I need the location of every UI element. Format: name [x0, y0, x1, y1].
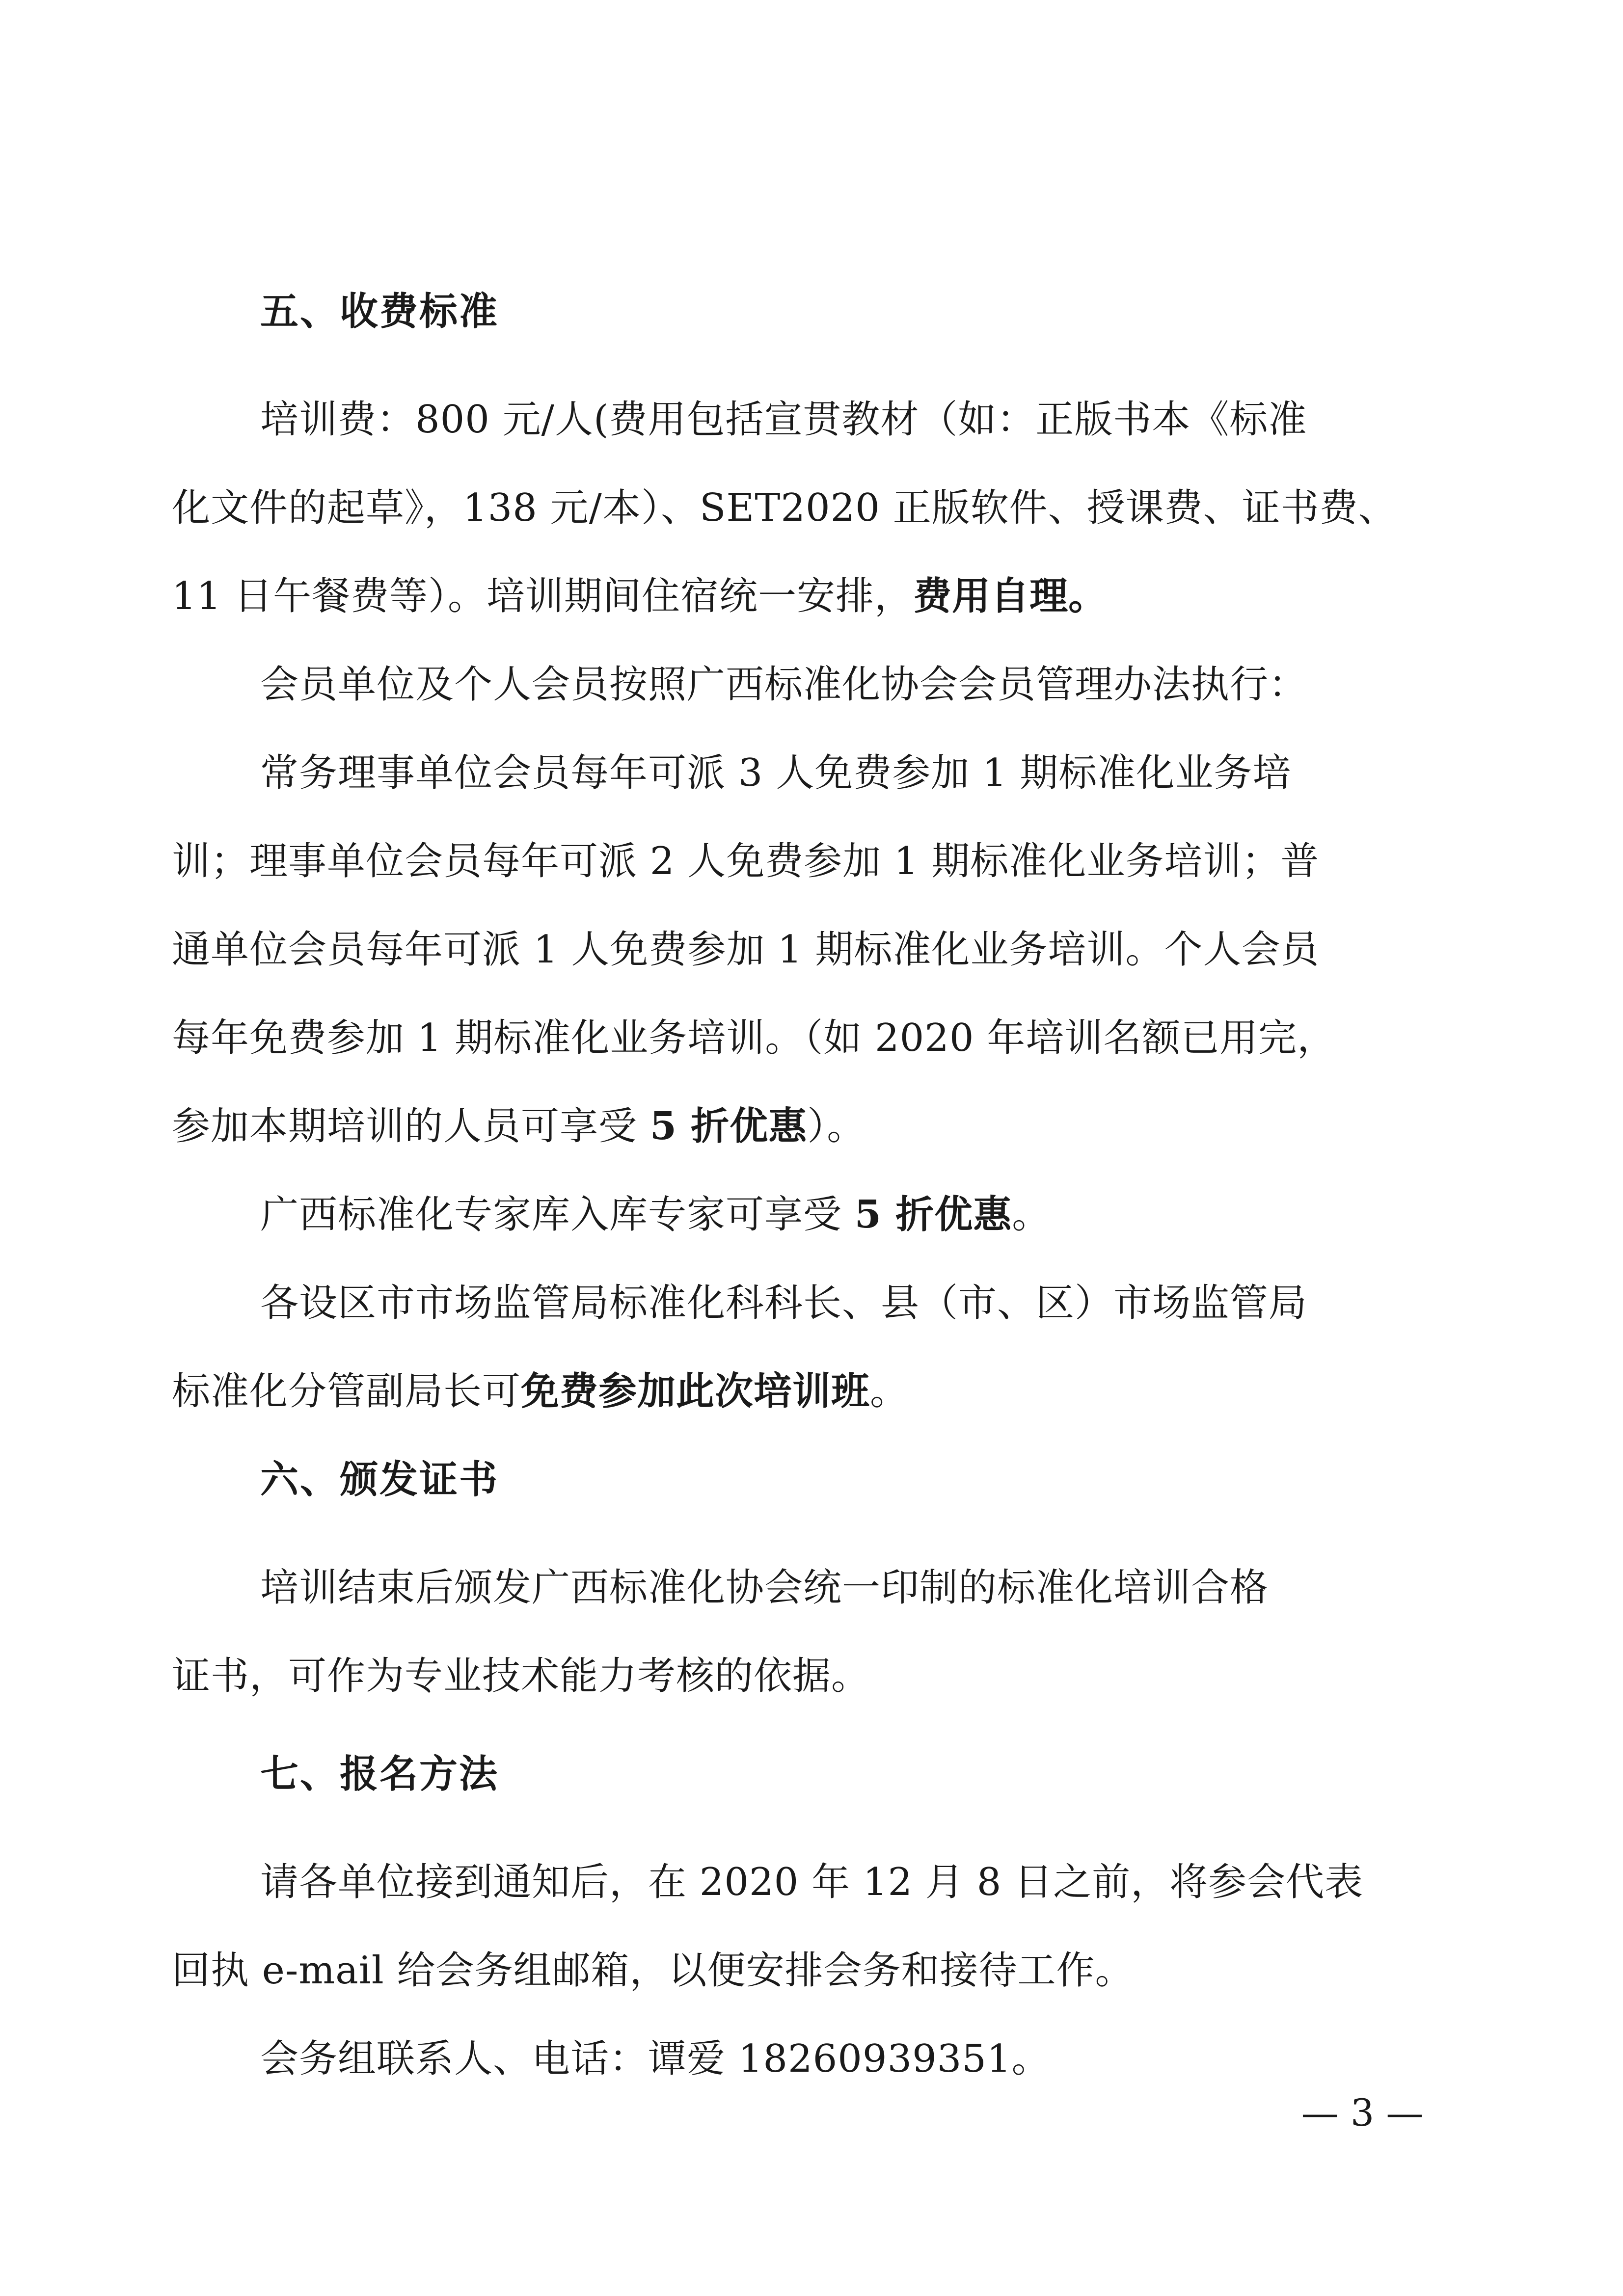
officials-text-end: 。 [870, 1369, 909, 1414]
registration-line-2: 回执 e-mail 给会务组邮箱，以便安排会务和接待工作。 [172, 1949, 1134, 1993]
expert-discount-text: 广西标准化专家库入库专家可享受 [260, 1193, 855, 1237]
fee-self-pay-emphasis: 费用自理。 [913, 574, 1108, 618]
member-policy-line-1: 常务理事单位会员每年可派 3 人免费参加 1 期标准化业务培 [260, 751, 1292, 795]
officials-text: 标准化分管副局长可 [172, 1369, 521, 1414]
fee-paragraph-text: 11 日午餐费等）。培训期间住宿统一安排， [172, 574, 914, 618]
member-policy-text: 参加本期培训的人员可享受 [172, 1104, 650, 1148]
member-policy-line-3: 通单位会员每年可派 1 人免费参加 1 期标准化业务培训。个人会员 [172, 928, 1320, 972]
expert-discount-emphasis: 5 折优惠 [854, 1192, 1012, 1237]
certificate-line-1: 培训结束后颁发广西标准化协会统一印制的标准化培训合格 [260, 1566, 1269, 1610]
fee-paragraph-line-3 [172, 569, 1429, 623]
page-number: — 3 — [1301, 2091, 1424, 2135]
fee-paragraph-line-2: 化文件的起草》，138 元/本）、SET2020 正版软件、授课费、证书费、 [172, 486, 1397, 530]
fee-paragraph-line-1: 培训费：800 元/人(费用包括宣贯教材（如：正版书本《标准 [260, 398, 1307, 442]
certificate-line-2: 证书，可作为专业技术能力考核的依据。 [172, 1654, 870, 1698]
member-intro-line: 会员单位及个人会员按照广西标准化协会会员管理办法执行： [260, 663, 1308, 707]
member-policy-line-2: 训；理事单位会员每年可派 2 人免费参加 1 期标准化业务培训；普 [172, 839, 1320, 883]
officials-line-2 [172, 1364, 1429, 1418]
section-heading-certificate: 六、颁发证书 [260, 1458, 499, 1502]
member-policy-line-4: 每年免费参加 1 期标准化业务培训。（如 2020 年培训名额已用完， [172, 1016, 1336, 1060]
officials-line-1: 各设区市市场监管局标准化科科长、县（市、区）市场监管局 [260, 1281, 1308, 1325]
expert-discount-text-end: 。 [1012, 1193, 1051, 1237]
member-policy-text-end: ）。 [807, 1104, 866, 1148]
section-heading-fees: 五、收费标准 [260, 290, 499, 334]
member-policy-line-5 [172, 1099, 1429, 1153]
section-heading-registration: 七、报名方法 [260, 1752, 499, 1796]
discount-emphasis: 5 折优惠 [649, 1104, 808, 1148]
contact-line: 会务组联系人、电话：谭爱 18260939351。 [260, 2037, 1051, 2081]
expert-discount-line [260, 1188, 1429, 1242]
free-attendance-emphasis: 免费参加此次培训班 [521, 1369, 870, 1414]
registration-line-1: 请各单位接到通知后，在 2020 年 12 月 8 日之前，将参会代表 [260, 1860, 1364, 1904]
